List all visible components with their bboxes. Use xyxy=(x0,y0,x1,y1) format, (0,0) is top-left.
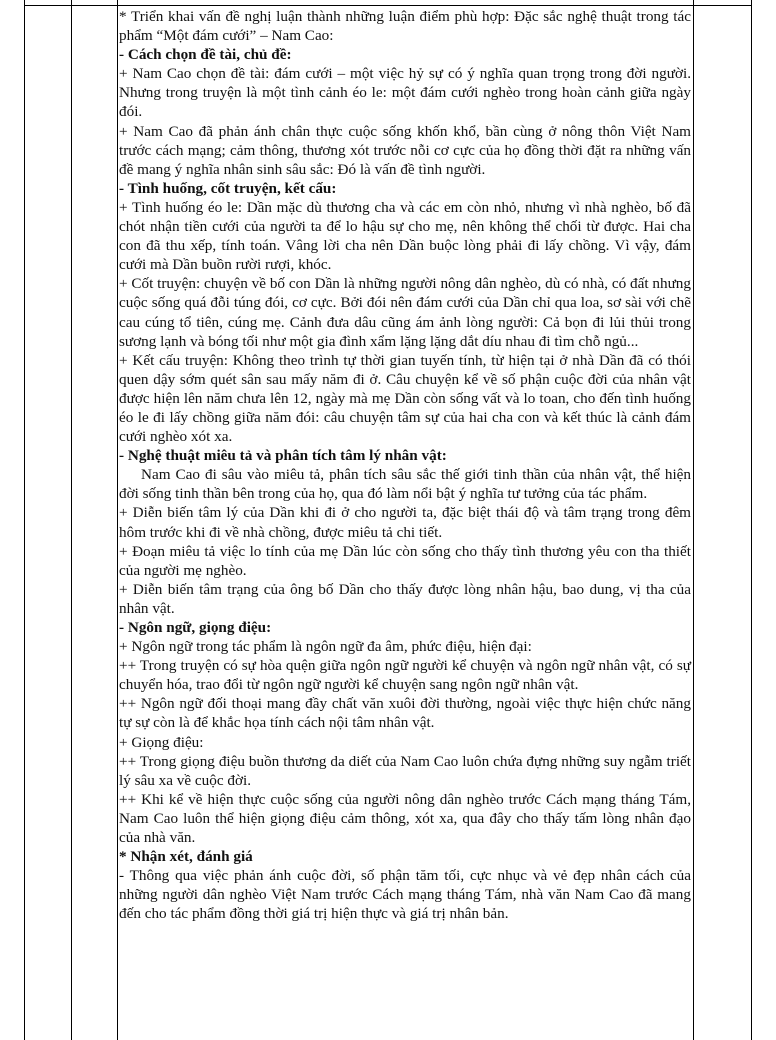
table-border-left xyxy=(24,0,25,1040)
paragraph: + Kết cấu truyện: Không theo trình tự thời gian tuyến tính, từ hiện tại ở nhà Dần đã có thói quen dậy sớm quét sân sau mấy năm đi ở. Câu chuyện kể về số phận cuộc đời của nhân vật được hiện lên năm chưa lên 12, ngày mà mẹ Dần còn sống vất và lo toan, cho đến tình huống éo le đi lấy chồng giữa năm đói: câu chuyện tâm sự của hai cha con và kết thúc là cảnh đám cưới nghèo xót xa. xyxy=(119,351,691,446)
paragraph: + Diễn biến tâm trạng của ông bố Dần cho thấy được lòng nhân hậu, bao dung, vị tha của nhân vật. xyxy=(119,580,691,617)
table-column-divider-1 xyxy=(71,0,72,1040)
paragraph: + Nam Cao chọn đề tài: đám cưới – một việc hỷ sự có ý nghĩa quan trọng trong đời người. Nhưng trong truyện là một tình cảnh éo le: một đám cưới nghèo trong hoàn cảnh giữa ngày đói. xyxy=(119,65,691,121)
paragraph: + Đoạn miêu tả việc lo tính của mẹ Dần lúc còn sống cho thấy tình thương yêu con tha thiết của người mẹ nghèo. xyxy=(119,542,691,579)
section-heading-language: - Ngôn ngữ, giọng điệu: xyxy=(119,619,272,636)
section-heading-evaluation: * Nhận xét, đánh giá xyxy=(119,848,253,866)
section-heading-plot: - Tình huống, cốt truyện, kết cấu: xyxy=(119,179,337,197)
paragraph: ++ Trong giọng điệu buồn thương da diết của Nam Cao luôn chứa đựng những suy ngẫm triết lý sâu xa về cuộc đời. xyxy=(119,752,691,789)
paragraph: ++ Khi kể về hiện thực cuộc sống của người nông dân nghèo trước Cách mạng tháng Tám, Nam Cao luôn thể hiện giọng điệu cảm thông, xót xa, qua đây cho thấy tấm lòng nhân đạo của nhà văn. xyxy=(119,790,691,847)
paragraph: + Giọng điệu: xyxy=(119,733,204,751)
table-border-right xyxy=(751,0,752,1040)
paragraph: + Diễn biến tâm lý của Dần khi đi ở cho người ta, đặc biệt thái độ và tâm trạng trong đêm hôm trước khi đi về nhà chồng, được miêu tả chi tiết. xyxy=(119,504,691,541)
table-column-divider-2 xyxy=(117,0,118,1040)
paragraph: + Nam Cao đã phản ánh chân thực cuộc sống khốn khổ, bần cùng ở nông thôn Việt Nam trước cách mạng; cảm thông, thương xót trước nỗi cơ cực của họ đồng thời đặt ra những vấn đề mang ý nghĩa nhân sinh sâu sắc: Đó là vấn đề tình người. xyxy=(119,122,691,178)
paragraph: + Cốt truyện: chuyện về bố con Dần là những người nông dân nghèo, dù có nhà, có đất nhưng cuộc sống quá đỗi túng đói, cơ cực. Bởi đói nên đám cưới của Dần chỉ qua loa, sơ sài với chẽ cau cúng tổ tiên, cúng mẹ. Cảnh đưa dâu cũng ám ảnh lòng người: Cả bọn đi lủi thủi trong sương lạnh và bóng tối như một gia đình xẩm lặng lặng dắt díu nhau đi tìm chỗ ngủ... xyxy=(119,275,691,350)
paragraph: ++ Ngôn ngữ đối thoại mang đầy chất văn xuôi đời thường, ngoài việc thực hiện chức năng tự sự còn là để khắc họa tính cách nội tâm nhân vật. xyxy=(119,695,691,732)
paragraph: Nam Cao đi sâu vào miêu tả, phân tích sâu sắc thế giới tinh thần của nhân vật, thể hiện đời sống tinh thần bên trong của họ, qua đó làm nổi bật ý nghĩa tư tưởng của tác phẩm. xyxy=(119,466,691,503)
section-heading-topic: - Cách chọn đề tài, chủ đề: xyxy=(119,46,292,64)
intro-paragraph: * Triển khai vấn đề nghị luận thành những luận điểm phù hợp: Đặc sắc nghệ thuật trong tác phẩm “Một đám cưới” – Nam Cao: xyxy=(119,8,691,45)
paragraph: ++ Trong truyện có sự hòa quện giữa ngôn ngữ người kể chuyện và ngôn ngữ nhân vật, có sự chuyển hóa, trao đổi từ ngôn ngữ người kể chuyện sang ngôn ngữ nhân vật. xyxy=(119,657,691,694)
section-heading-psychology: - Nghệ thuật miêu tả và phân tích tâm lý nhân vật: xyxy=(119,447,447,465)
paragraph: - Thông qua việc phản ánh cuộc đời, số phận tăm tối, cực nhục và vẻ đẹp nhân cách của những người dân nghèo Việt Nam trước Cách mạng tháng Tám, nhà văn Nam Cao đã mang đến cho tác phẩm đồng thời giá trị hiện thực và giá trị nhân bản. xyxy=(119,867,691,923)
paragraph: + Ngôn ngữ trong tác phẩm là ngôn ngữ đa âm, phức điệu, hiện đại: xyxy=(119,638,532,656)
paragraph: + Tình huống éo le: Dần mặc dù thương cha và các em còn nhỏ, nhưng vì nhà nghèo, bố đã chót nhận tiền cưới của người ta để lo hậu sự cho mẹ, nên không thể chối từ được. Hai cha con đã thu xếp, tính toán. Vâng lời cha nên Dần buộc lòng phải đi lấy chồng. Vì vậy, đám cưới mà Dần buồn rười rượi, khóc. xyxy=(119,198,691,274)
answer-content-cell xyxy=(119,7,691,924)
table-column-divider-3 xyxy=(693,0,694,1040)
table-top-border xyxy=(24,5,751,6)
